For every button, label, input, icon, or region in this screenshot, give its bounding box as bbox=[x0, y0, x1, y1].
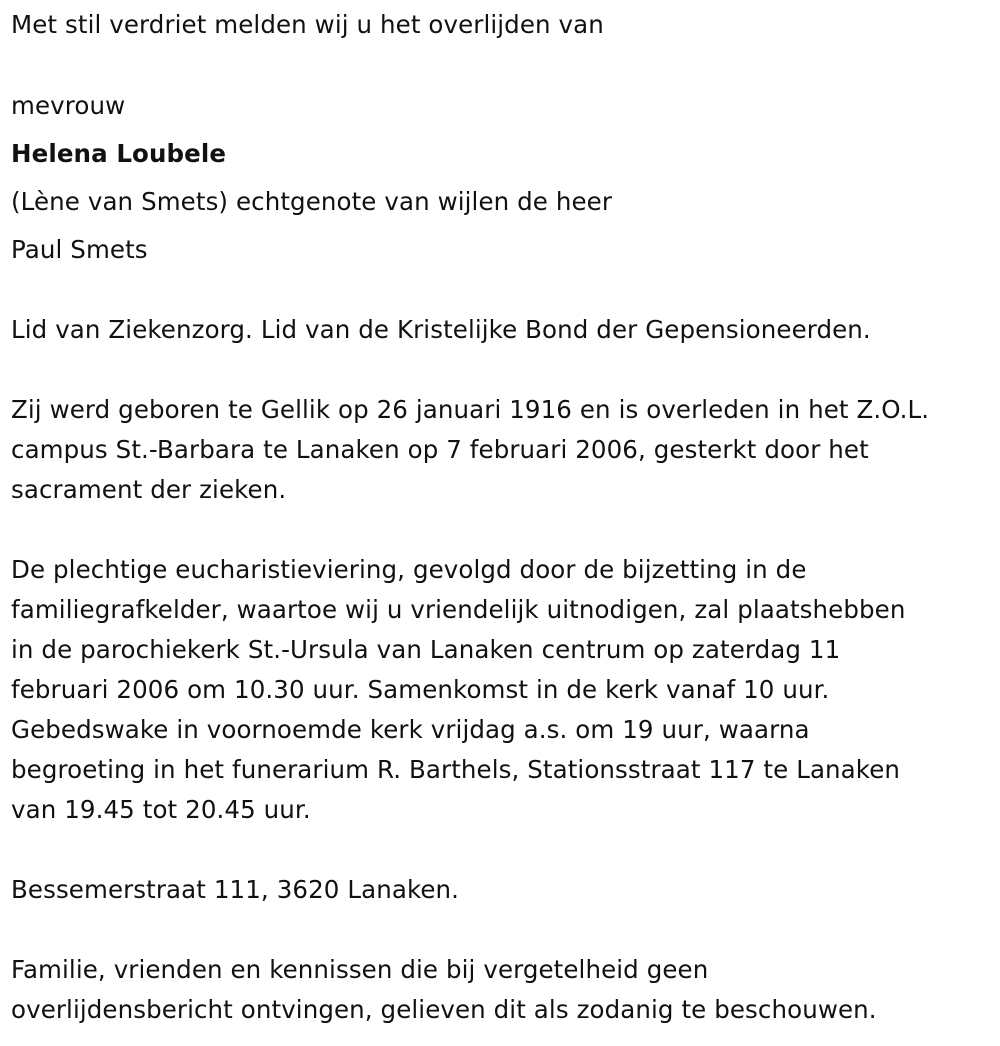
paragraph-line: in de parochiekerk St.-Ursula van Lanaken centrum op zaterdag 11 bbox=[11, 635, 841, 664]
paragraph-line: februari 2006 om 10.30 uur. Samenkomst in de kerk vanaf 10 uur. bbox=[11, 675, 830, 704]
paragraph-line: begroeting in het funerarium R. Barthels, Stationsstraat 117 te Lanaken bbox=[11, 755, 901, 784]
spouse-line: (Lène van Smets) echtgenote van wijlen de heer bbox=[11, 187, 612, 216]
deceased-name: Helena Loubele bbox=[11, 139, 227, 168]
paragraph-line: De plechtige eucharistieviering, gevolgd door de bijzetting in de bbox=[11, 555, 807, 584]
memberships-text: Lid van Ziekenzorg. Lid van de Kristelijke Bond der Gepensioneerden. bbox=[11, 315, 871, 344]
salutation: mevrouw bbox=[11, 91, 126, 120]
paragraph-line: sacrament der zieken. bbox=[11, 475, 287, 504]
paragraph-line: van 19.45 tot 20.45 uur. bbox=[11, 795, 311, 824]
paragraph-line: familiegrafkelder, waartoe wij u vriendelijk uitnodigen, zal plaatshebben bbox=[11, 595, 906, 624]
paragraph-line: campus St.-Barbara te Lanaken op 7 februari 2006, gesterkt door het bbox=[11, 435, 869, 464]
spouse-name: Paul Smets bbox=[11, 235, 148, 264]
paragraph-line: Familie, vrienden en kennissen die bij vergetelheid geen bbox=[11, 955, 709, 984]
paragraph-line: Gebedswake in voornoemde kerk vrijdag a.s. om 19 uur, waarna bbox=[11, 715, 810, 744]
paragraph-line: Zij werd geboren te Gellik op 26 januari 1916 en is overleden in het Z.O.L. bbox=[11, 395, 930, 424]
intro-text: Met stil verdriet melden wij u het overlijden van bbox=[11, 10, 604, 39]
paragraph-line: overlijdensbericht ontvingen, gelieven dit als zodanig te beschouwen. bbox=[11, 995, 877, 1024]
address-text: Bessemerstraat 111, 3620 Lanaken. bbox=[11, 875, 460, 904]
